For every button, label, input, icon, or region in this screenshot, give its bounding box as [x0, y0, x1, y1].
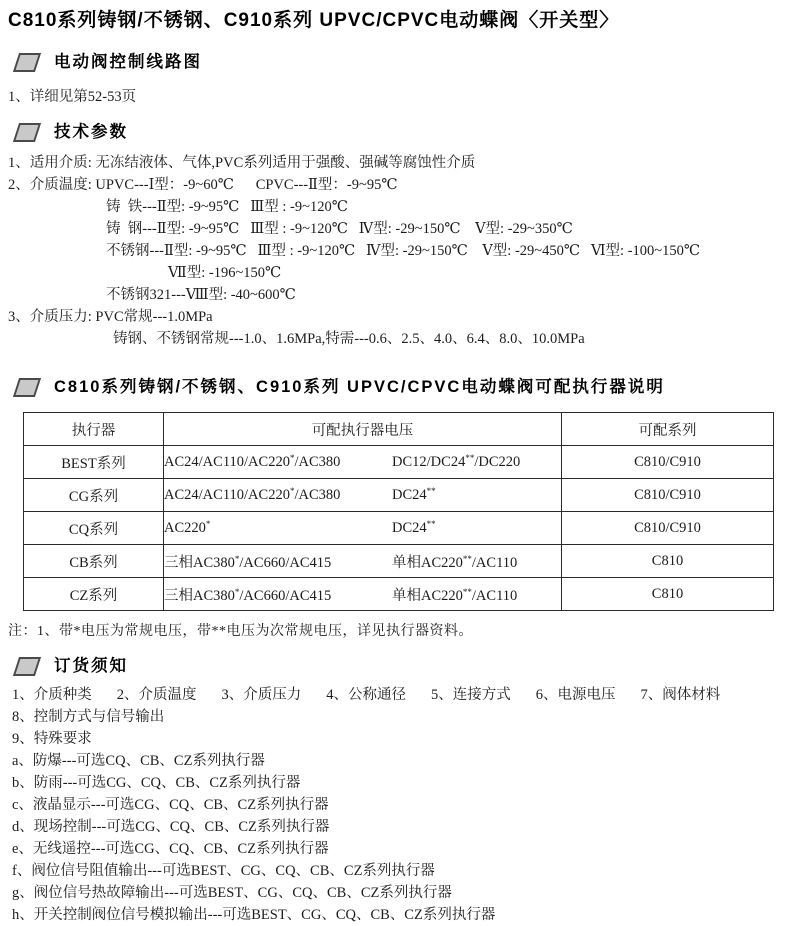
order-notice-item: 1、介质种类: [12, 687, 92, 703]
voltage-dc: 单相AC220**/AC110: [392, 586, 518, 604]
tech-param-line: 铸 钢---Ⅱ型: -9~95℃ Ⅲ型 : -9~120℃ Ⅳ型: -29~150℃ Ⅴ型: -29~350℃: [106, 221, 573, 237]
tech-param-line: 2、介质温度: UPVC---Ⅰ型：-9~60℃ CPVC---Ⅱ型：-9~95℃: [8, 177, 398, 193]
order-notice-item: 6、电源电压: [535, 687, 616, 703]
order-notice-line: b、防雨---可选CG、CQ、CB、CZ系列执行器: [12, 775, 301, 791]
order-notice-line: e、无线遥控---可选CG、CQ、CB、CZ系列执行器: [12, 841, 329, 857]
order-notice-line: a、防爆---可选CQ、CB、CZ系列执行器: [12, 753, 265, 769]
cell-voltage: [164, 446, 562, 479]
order-notice-inline-items: [8, 684, 790, 706]
order-notice-line: h、开关控制阀位信号模拟输出---可选BEST、CG、CQ、CB、CZ系列执行器: [12, 907, 496, 923]
cell-voltage: [164, 578, 562, 611]
tech-params-list: [8, 152, 790, 350]
cell-series: C810: [562, 578, 774, 611]
wiring-reference-line: 1、详细见第52-53页: [8, 89, 137, 105]
table-row: [24, 545, 774, 578]
cell-actuator: BEST系列: [24, 446, 164, 479]
cell-actuator: CQ系列: [24, 512, 164, 545]
voltage-ac: AC24/AC110/AC220*/AC380: [164, 452, 341, 470]
parallelogram-marker-icon: [13, 53, 41, 72]
order-notice-line: 9、特殊要求: [12, 731, 92, 747]
section-heading-order-notice-label: 订货须知: [54, 657, 128, 675]
cell-voltage: [164, 479, 562, 512]
section-heading-order-notice: [8, 655, 790, 678]
table-footnote: 注：1、带*电压为常规电压，带**电压为次常规电压，详见执行器资料。: [8, 624, 473, 639]
section-heading-tech-params: [8, 121, 790, 144]
cell-actuator: CG系列: [24, 479, 164, 512]
tech-param-line: Ⅶ型: -196~150℃: [168, 265, 282, 281]
page-title: C810系列铸钢/不锈钢、C910系列 UPVC/CPVC电动蝶阀〈开关型〉: [8, 10, 620, 31]
order-notice-item: 7、阀体材料: [640, 687, 721, 703]
tech-param-line: 铸 铁---Ⅱ型: -9~95℃ Ⅲ型 : -9~120℃: [106, 199, 348, 215]
parallelogram-marker-icon: [13, 657, 41, 676]
tech-param-line: 不锈钢321---Ⅷ型: -40~600℃: [106, 287, 296, 303]
voltage-dc: DC24**: [392, 518, 436, 536]
column-header-series: 可配系列: [562, 413, 774, 446]
table-row: [24, 578, 774, 611]
voltage-dc: DC24**: [392, 485, 436, 503]
order-notice-item: 3、介质压力: [221, 687, 302, 703]
voltage-dc: DC12/DC24**/DC220: [392, 452, 521, 470]
cell-actuator: CZ系列: [24, 578, 164, 611]
cell-series: C810: [562, 545, 774, 578]
voltage-dc: 单相AC220**/AC110: [392, 553, 518, 571]
table-header-row: [24, 413, 774, 446]
cell-voltage: [164, 545, 562, 578]
cell-series: C810/C910: [562, 446, 774, 479]
section-heading-tech-params-label: 技术参数: [54, 123, 128, 141]
cell-voltage: [164, 512, 562, 545]
order-notice-line: d、现场控制---可选CG、CQ、CB、CZ系列执行器: [12, 819, 330, 835]
column-header-actuator: 执行器: [24, 413, 164, 446]
parallelogram-marker-icon: [13, 123, 41, 142]
order-notice-list: [8, 706, 790, 926]
cell-actuator: CB系列: [24, 545, 164, 578]
order-notice-line: f、阀位信号阻值输出---可选BEST、CG、CQ、CB、CZ系列执行器: [12, 863, 435, 879]
order-notice-item: 4、公称通径: [326, 687, 406, 703]
order-notice-line: c、液晶显示---可选CG、CQ、CB、CZ系列执行器: [12, 797, 329, 813]
tech-param-line: 铸钢、不锈钢常规---1.0、1.6MPa,特需---0.6、2.5、4.0、6.4、8.0、10.0MPa: [113, 331, 585, 347]
order-notice-item: 2、介质温度: [116, 687, 197, 703]
section-heading-wiring: [8, 51, 790, 74]
section-heading-actuator-table-label: C810系列铸钢/不锈钢、C910系列 UPVC/CPVC电动蝶阀可配执行器说明: [54, 378, 665, 396]
voltage-ac: 三相AC380*/AC660/AC415: [164, 586, 332, 604]
tech-param-line: 1、适用介质: 无冻结液体、气体,PVC系列适用于强酸、强碱等腐蚀性介质: [8, 155, 476, 171]
table-row: [24, 512, 774, 545]
table-row: [24, 479, 774, 512]
order-notice-item: 5、连接方式: [431, 687, 511, 703]
order-notice-line: g、阀位信号热故障输出---可选BEST、CG、CQ、CB、CZ系列执行器: [12, 885, 452, 901]
cell-series: C810/C910: [562, 512, 774, 545]
section-heading-actuator-table: [8, 376, 790, 399]
voltage-ac: AC24/AC110/AC220*/AC380: [164, 485, 341, 503]
voltage-ac: AC220*: [164, 518, 211, 536]
order-notice-line: 8、控制方式与信号输出: [12, 709, 165, 725]
cell-series: C810/C910: [562, 479, 774, 512]
tech-param-line: 不锈钢---Ⅱ型: -9~95℃ Ⅲ型 : -9~120℃ Ⅳ型: -29~150℃ Ⅴ型: -29~450℃ Ⅵ型: -100~150℃: [106, 243, 701, 259]
table-row: [24, 446, 774, 479]
voltage-ac: 三相AC380*/AC660/AC415: [164, 553, 332, 571]
section-heading-wiring-label: 电动阀控制线路图: [54, 53, 202, 71]
column-header-voltage: 可配执行器电压: [164, 413, 562, 446]
actuator-compatibility-table: [23, 412, 774, 611]
parallelogram-marker-icon: [13, 378, 41, 397]
tech-param-line: 3、介质压力: PVC常规---1.0MPa: [8, 309, 213, 325]
